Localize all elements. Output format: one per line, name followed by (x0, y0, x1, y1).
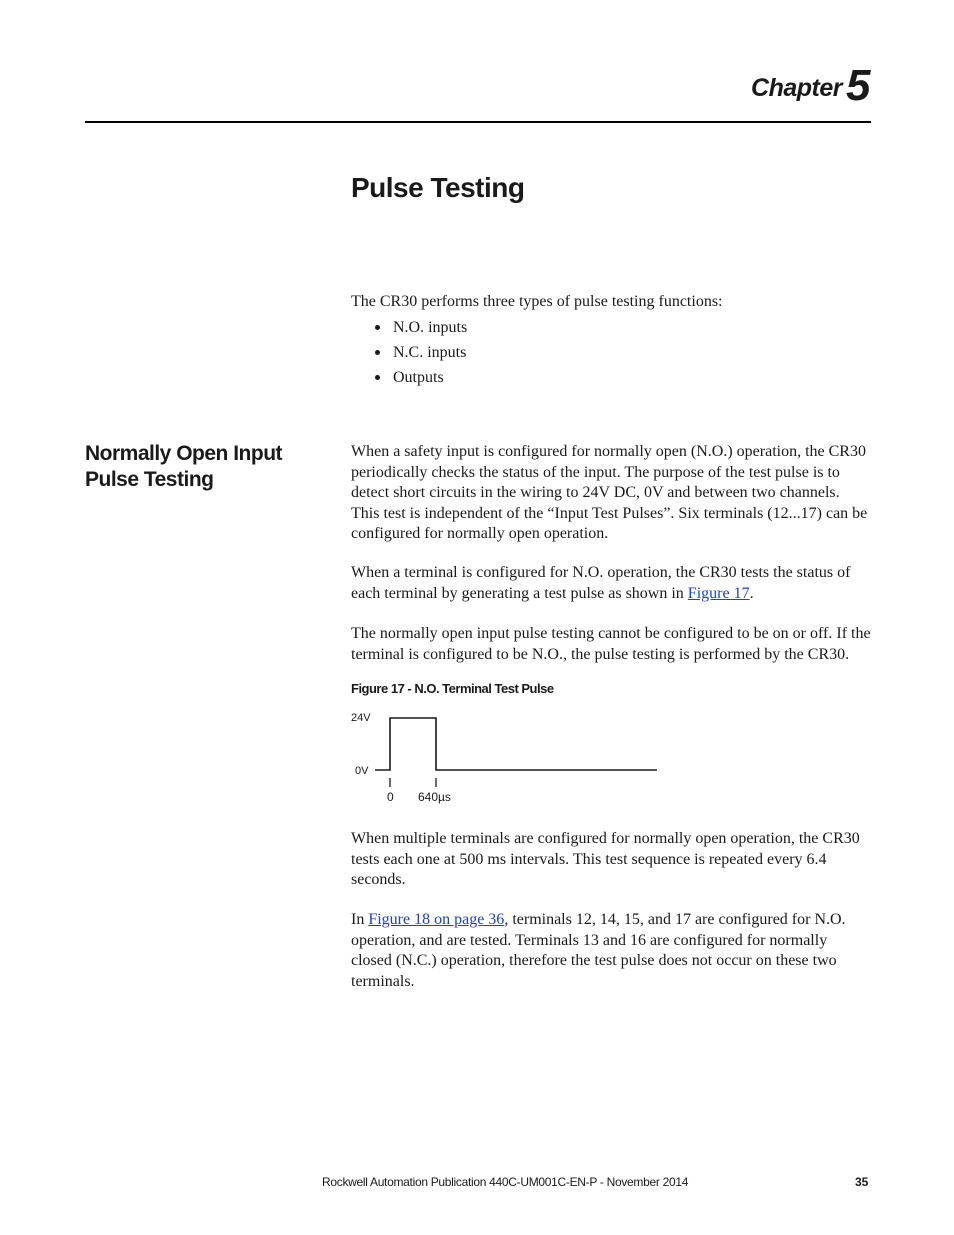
tick-end-label: 640µs (418, 790, 451, 804)
bullet-icon (375, 325, 380, 330)
pulse-waveform (375, 718, 657, 770)
tick-start-label: 0 (387, 790, 394, 804)
figure-17-link[interactable]: Figure 17 (687, 584, 750, 602)
chapter-rule (85, 121, 871, 123)
figure-18-link[interactable]: Figure 18 on page 36 (368, 911, 505, 928)
paragraph-5: In Figure 18 on page 36, terminals 12, 14, 15, and 17 are configured for N.O. operation, and are tested. Terminals 13 and 16 are configured for normally closed (N.C.) operation, therefore the test pulse does not occur on these two terminals. (351, 911, 846, 990)
bullet-icon (375, 350, 380, 355)
chapter-label: Chapter (751, 74, 842, 102)
list-item: N.C. inputs (375, 343, 467, 368)
figure-caption: Figure 17 - N.O. Terminal Test Pulse (351, 681, 554, 696)
list-item: Outputs (375, 368, 467, 393)
section-heading: Normally Open Input Pulse Testing (85, 442, 283, 491)
paragraph-4: When multiple terminals are configured for normally open operation, the CR30 tests each one at 500 ms intervals. This test sequence is repeated every 6.4 seconds. (351, 830, 860, 888)
voltage-high-label: 24V (351, 712, 371, 724)
paragraph-2: When a terminal is configured for N.O. operation, the CR30 tests the status of each terminal by generating a test pulse as shown in Figure 17. (351, 564, 851, 602)
voltage-low-label: 0V (355, 765, 369, 777)
pulse-type-list (375, 318, 467, 393)
page-title: Pulse Testing (351, 172, 525, 203)
bullet-icon (375, 375, 380, 380)
intro-paragraph: The CR30 performs three types of pulse testing functions: (351, 293, 723, 310)
test-pulse-figure (345, 700, 665, 810)
paragraph-1: When a safety input is configured for normally open (N.O.) operation, the CR30 periodically checks the status of the input. The purpose of the test pulse is to detect short circuits in the wiring to 24V DC, 0V and between two channels. This test is independent of the “Input Test Pulses”. Six terminals (12...17) can be configured for normally open operation. (351, 443, 868, 542)
footer-publication: Rockwell Automation Publication 440C-UM001C-EN-P - November 2014 (322, 1175, 689, 1189)
list-item: N.O. inputs (375, 318, 467, 343)
page-number: 35 (855, 1175, 869, 1189)
chapter-number: 5 (846, 61, 870, 110)
paragraph-3: The normally open input pulse testing cannot be configured to be on or off. If the terminal is configured to be N.O., the pulse testing is performed by the CR30. (351, 625, 871, 663)
